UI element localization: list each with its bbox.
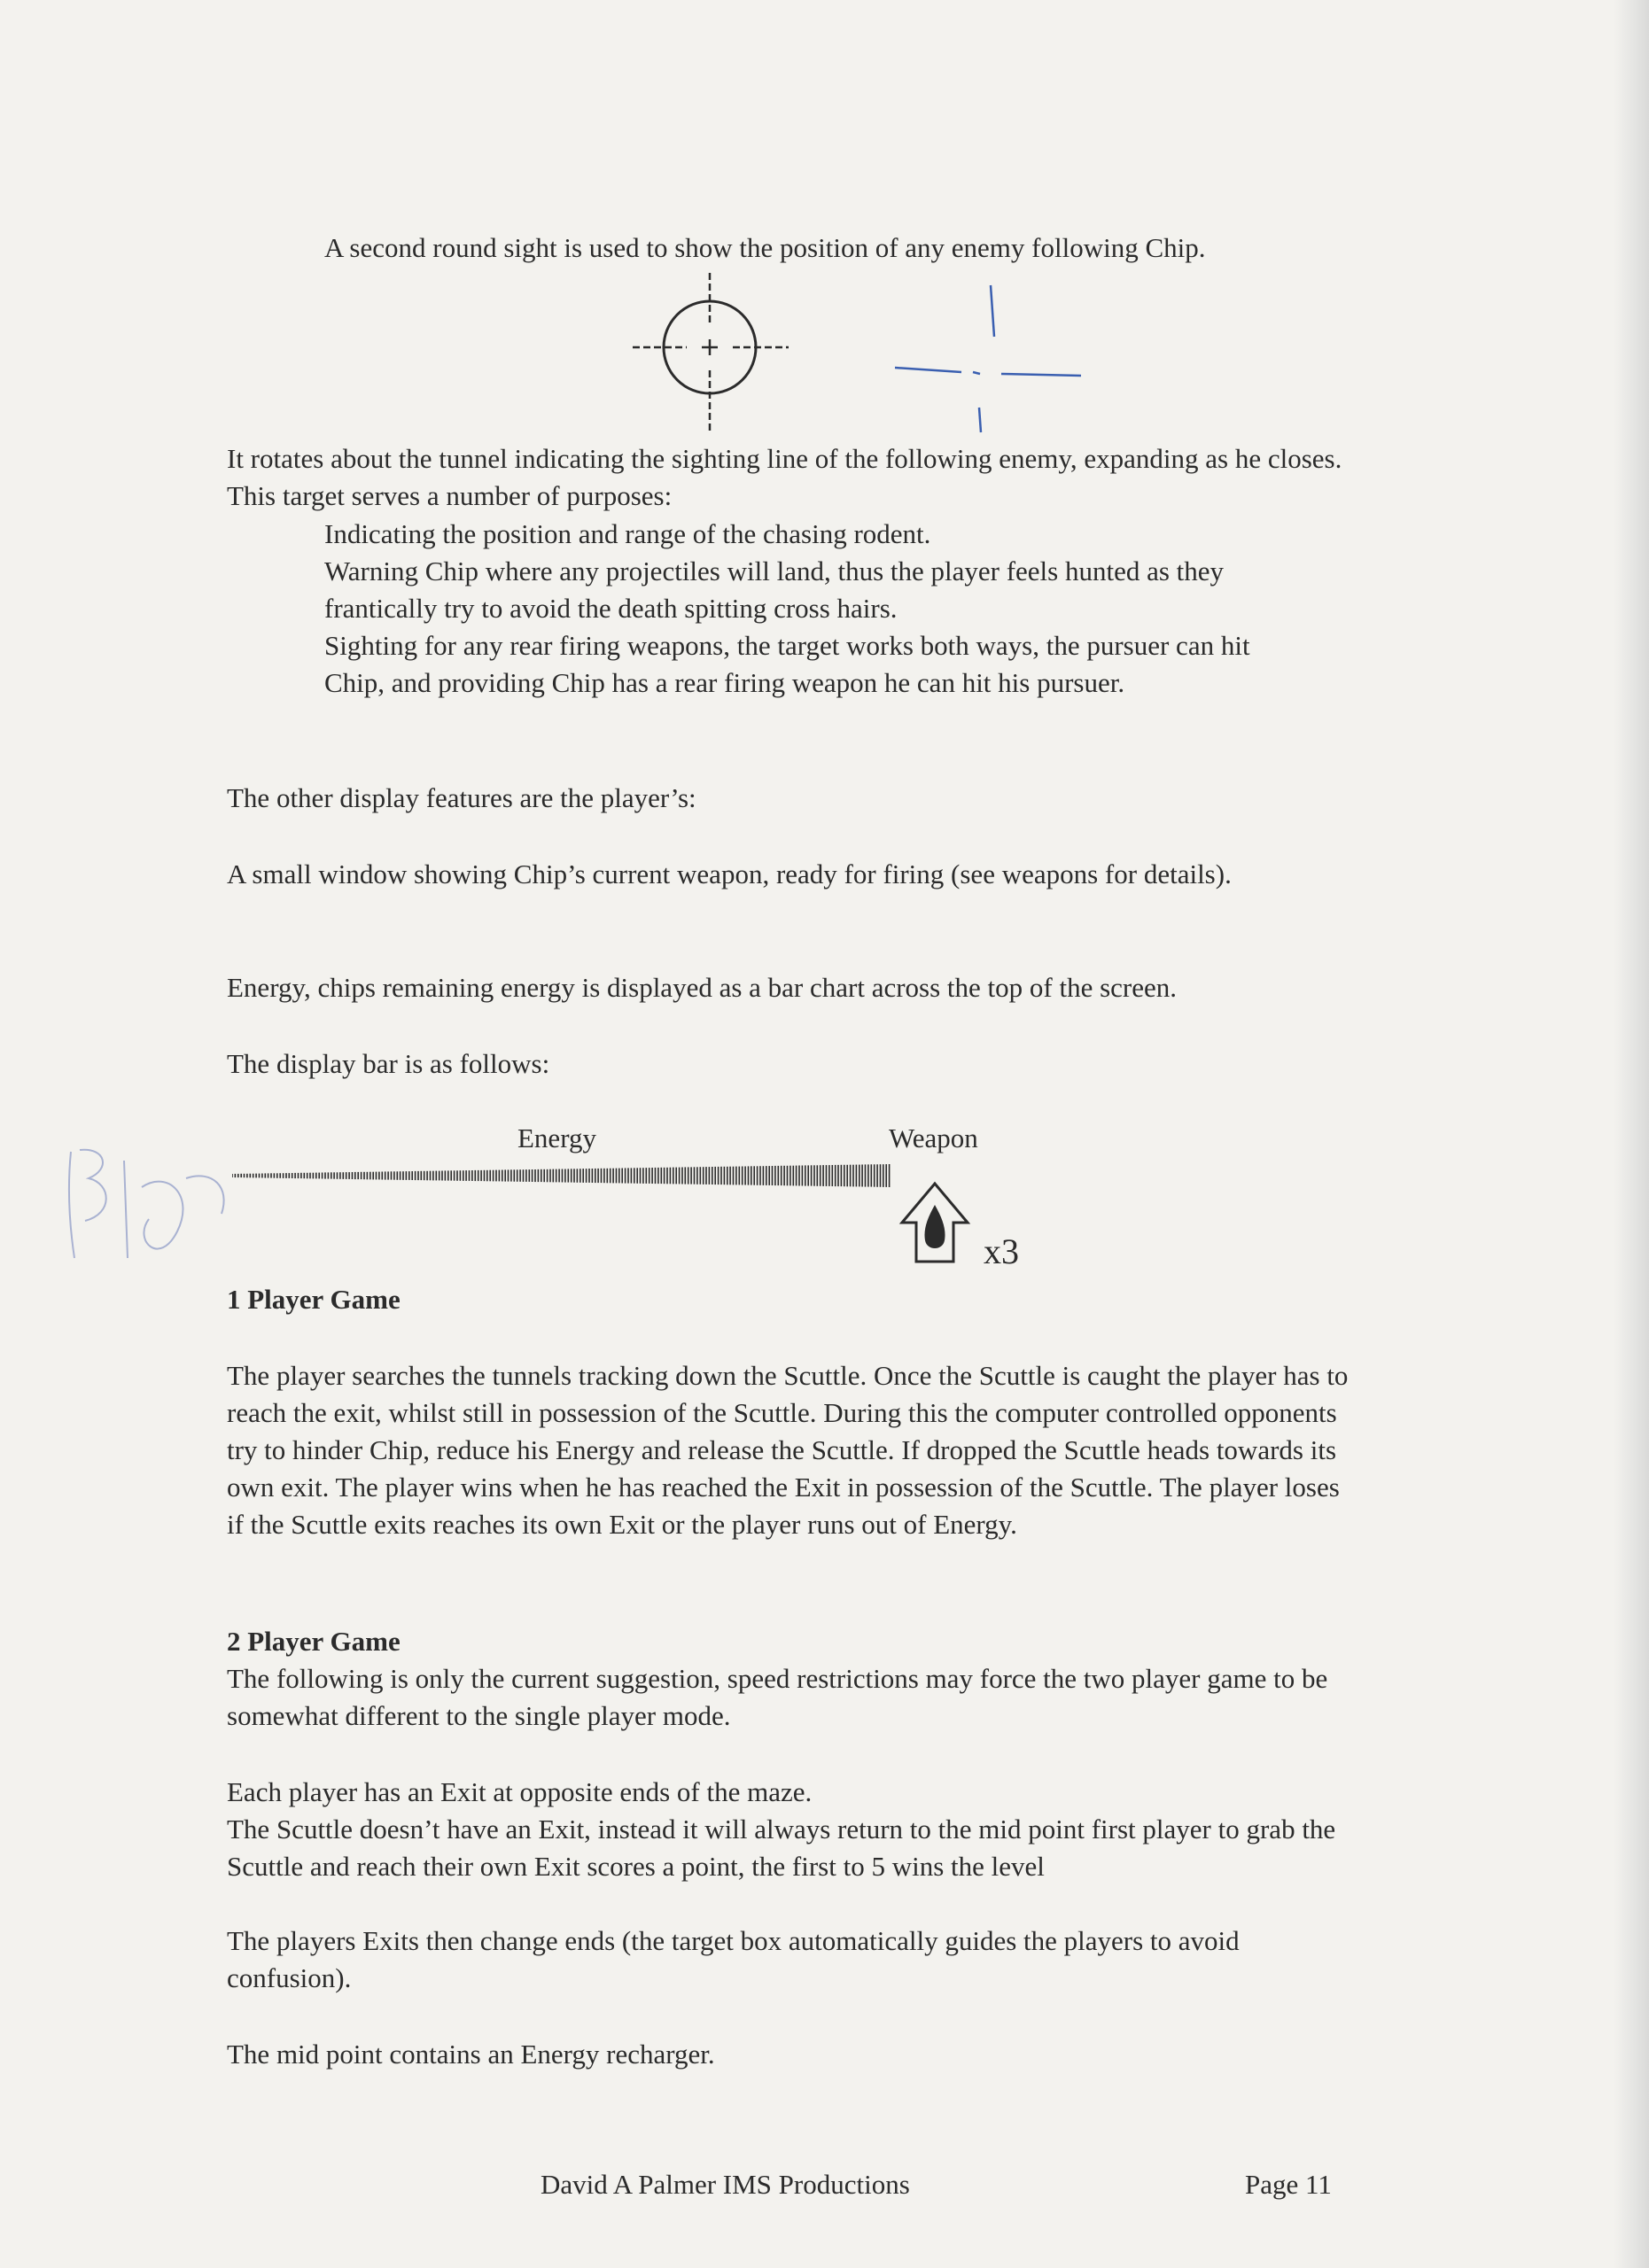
purpose-item: Indicating the position and range of the chasing rodent.: [324, 518, 931, 549]
two-player-exits: Each player has an Exit at opposite ends of the maze.: [227, 1776, 813, 1807]
two-player-mid-point: The mid point contains an Energy recharger.: [227, 2039, 715, 2070]
footer-page-number: Page 11: [1245, 2169, 1332, 2200]
display-bar-text: The display bar is as follows:: [227, 1048, 550, 1079]
small-window-text: A small window showing Chip’s current weapon, ready for firing (see weapons for details).: [227, 858, 1232, 889]
purpose-item: Warning Chip where any projectiles will land, thus the player feels hunted as they frantically try to avoid the death spitting cross hairs.: [324, 555, 1225, 624]
energy-bar-ticks: [232, 1164, 890, 1187]
one-player-body: The player searches the tunnels tracking down the Scuttle. Once the Scuttle is caught the player has to reach the exit, whilst still in possession of the Scuttle. During this the computer controlled opponents try to hinder Chip, reduce his Energy and release the Scuttle. If dropped the Scuttle heads towards its own exit. The player wins when he has reached the Exit in possession of the Scuttle. The player loses if the Scuttle exits reaches its own Exit or the player runs out of Energy.: [227, 1360, 1349, 1540]
weapon-arrow-icon: [895, 1178, 975, 1267]
two-player-heading: 2 Player Game: [227, 1626, 401, 1657]
margin-doodle: [53, 1134, 257, 1276]
weapon-count: x3: [984, 1231, 1019, 1271]
round-sight-figure: [620, 266, 806, 439]
other-features-text: The other display features are the player’s:: [227, 782, 696, 813]
two-player-change-ends: The players Exits then change ends (the target box automatically guides the players to avoid confusion).: [227, 1925, 1240, 1993]
one-player-heading: 1 Player Game: [227, 1284, 401, 1315]
two-player-intro: The following is only the current suggestion, speed restrictions may force the two player game to be somewhat different to the single player mode.: [227, 1663, 1328, 1731]
rotates-text: It rotates about the tunnel indicating the sighting line of the following enemy, expanding as he closes. This target serves a number of purposes:: [227, 443, 1342, 511]
two-player-scuttle: The Scuttle doesn’t have an Exit, instead it will always return to the mid point first player to grab the Scuttle and reach their own Exit scores a point, the first to 5 wins the level: [227, 1814, 1336, 1882]
energy-text: Energy, chips remaining energy is displayed as a bar chart across the top of the screen.: [227, 972, 1178, 1003]
weapon-label: Weapon: [889, 1122, 978, 1153]
sight-intro-text: A second round sight is used to show the position of any enemy following Chip.: [324, 232, 1206, 263]
energy-bar: [232, 1162, 897, 1189]
energy-label: Energy: [517, 1122, 596, 1153]
pen-crosshair-sketch: [877, 275, 1090, 434]
footer-author: David A Palmer IMS Productions: [541, 2169, 910, 2200]
purpose-item: Sighting for any rear firing weapons, the target works both ways, the pursuer can hit Chip, and providing Chip has a rear firing weapon he can hit his pursuer.: [324, 630, 1250, 698]
